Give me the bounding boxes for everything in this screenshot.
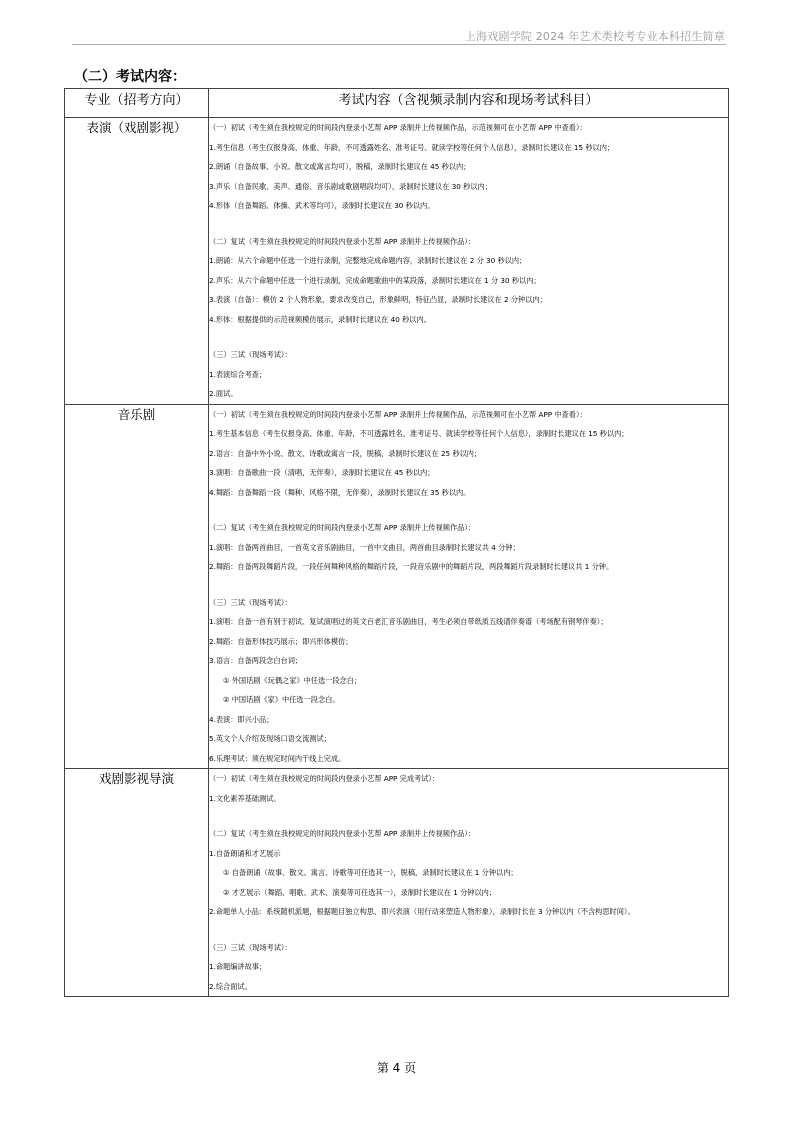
content-line: 1.表演综合考查； — [209, 369, 267, 379]
spacer — [209, 329, 728, 345]
table-row — [65, 769, 729, 997]
content-line: 2.命题单人小品：系统随机派题，根据题目独立构思、即兴表演（用行动来塑造人物形象），录制时长在 3 分钟以内（不含构思时间）。 — [209, 907, 635, 916]
content-line: 4.舞蹈：自备舞蹈一段（舞种、风格不限，无伴奏），录制时长建议在 35 秒以内。 — [209, 487, 471, 497]
content-line: ① 外国话剧《玩偶之家》中任选一段念白； — [223, 675, 362, 685]
content-cell — [209, 404, 729, 769]
content-line: 1.考生信息（考生仅报身高、体重、年龄，不可透露姓名、准考证号、就读学校等任何个人信息），录制时长建议在 15 秒以内； — [209, 142, 615, 152]
content-line: 5.英文个人介绍及现场口语交流测试； — [209, 734, 331, 743]
column-header-major: 专业（招考方向） — [65, 89, 209, 118]
content-line: 2.综合面试。 — [209, 981, 252, 991]
spacer — [209, 216, 728, 232]
content-line: 1.朗诵：从六个命题中任选一个进行录制，完整地完成命题内容，录制时长建议在 2 分 30 秒以内； — [209, 256, 527, 265]
content-line: 1.命题编讲故事； — [209, 962, 267, 971]
content-line: 2.朗诵（自备故事、小说、散文或寓言均可），脱稿，录制时长建议在 45 秒以内； — [209, 162, 471, 171]
spacer — [209, 502, 728, 518]
spacer — [209, 577, 728, 593]
spacer — [209, 922, 728, 938]
page-number: 第 4 页 — [376, 1061, 417, 1075]
content-line: 1.考生基本信息（考生仅报身高、体重、年龄，不可透露姓名、准考证号、就读学校等任何个人信息），录制时长建议在 15 秒以内； — [209, 429, 629, 438]
content-line: （二）复试（考生须在我校规定的时间段内登录小艺帮 APP 录制并上传视频作品）： — [209, 236, 476, 246]
content-line: 2.面试。 — [209, 389, 238, 398]
header-rule — [72, 44, 726, 45]
page-header: 上海戏剧学院 2024 年艺术类校考专业本科招生简章 — [464, 30, 725, 43]
content-line: 3.语言：自备两段念白台词； — [209, 656, 303, 665]
major-cell: 音乐剧 — [65, 404, 209, 769]
content-line: 4.形体：根据提供的示范视频模仿展示，录制时长建议在 40 秒以内。 — [209, 314, 431, 324]
content-cell — [209, 118, 729, 405]
content-line: ② 才艺展示（舞蹈、唱歌、武术、演奏等可任选其一），录制时长建议在 1 分钟以内； — [223, 887, 497, 897]
major-cell: 戏剧影视导演 — [65, 769, 209, 997]
major-cell: 表演（戏剧影视） — [65, 118, 209, 405]
content-line: 1.文化素养基础测试。 — [209, 793, 281, 803]
table-row — [65, 404, 729, 769]
content-line: 3.声乐（自备民歌、美声、通俗、音乐剧或歌剧唱段均可），录制时长建议在 30 秒以内； — [209, 181, 492, 191]
exam-content-table — [64, 88, 729, 997]
content-line: 3.表演（自备）：模仿 2 个人物形象，要求改变自己，形象鲜明，特征凸显，录制时长建议在 2 分钟以内； — [209, 295, 547, 304]
content-cell — [209, 769, 729, 997]
content-line: ② 中国话剧《家》中任选一段念白。 — [223, 695, 340, 704]
content-line: 4.形体（自备舞蹈、体操、武术等均可），录制时长建议在 30 秒以内。 — [209, 201, 435, 210]
content-line: 6.乐理考试：须在规定时间内于线上完成。 — [209, 753, 346, 763]
spacer — [209, 808, 728, 824]
content-line: 1.演唱：自备一首有别于初试、复试演唱过的英文百老汇音乐剧曲目，考生必须自带纸质五线谱伴奏谱（考场配有钢琴伴奏）； — [209, 617, 608, 626]
content-line: （二）复试（考生须在我校规定的时间段内登录小艺帮 APP 录制并上传视频作品）： — [209, 523, 476, 532]
content-line: 2.舞蹈：自备两段舞蹈片段，一段任何舞种风格的舞蹈片段，一段音乐剧中的舞蹈片段，两段舞蹈片段录制时长建议共 1 分钟。 — [209, 562, 614, 571]
content-line: （一）初试（考生须在我校规定的时间段内登录小艺帮 APP 录制并上传视频作品，示范视频可在小艺帮 APP 中查看）： — [209, 409, 587, 419]
content-line: 3.演唱：自备歌曲一段（清唱，无伴奏），录制时长建议在 45 秒以内； — [209, 468, 435, 477]
table-header-row — [65, 89, 729, 118]
content-line: （一）初试（考生须在我校规定的时间段内登录小艺帮 APP 录制并上传视频作品，示范视频可在小艺帮 APP 中查看）： — [209, 123, 587, 132]
content-line: 2.声乐：从六个命题中任选一个进行录制，完成命题歌曲中的某段落，录制时长建议在 1 分 30 秒以内； — [209, 275, 541, 285]
content-line: （二）复试（考生须在我校规定的时间段内登录小艺帮 APP 录制并上传视频作品）： — [209, 829, 476, 838]
content-line: （三）三试（现场考试）： — [209, 597, 292, 607]
table-row — [65, 118, 729, 405]
content-line: 2.舞蹈：自备形体技巧展示；即兴形体模仿； — [209, 636, 353, 646]
content-line: 1.演唱：自备两首曲目，一首英文音乐剧曲目，一首中文曲目，两首曲目录制时长建议共 4 分钟； — [209, 542, 520, 552]
section-title: （二）考试内容： — [74, 69, 186, 85]
content-line: 1.自备朗诵和才艺展示 — [209, 848, 281, 858]
column-header-content: 考试内容（含视频录制内容和现场考试科目） — [209, 89, 729, 118]
content-line: ① 自备朗诵（故事、散文、寓言、诗歌等可任选其一），脱稿，录制时长建议在 1 分钟以内； — [223, 868, 518, 877]
content-line: （一）初试（考生须在我校规定的时间段内登录小艺帮 APP 完成考试）： — [209, 774, 440, 783]
content-line: （三）三试（现场考试）： — [209, 350, 292, 359]
content-line: 2.语言：自备中外小说、散文、诗歌或寓言一段，脱稿，录制时长建议在 25 秒以内； — [209, 448, 482, 458]
content-line: （三）三试（现场考试）： — [209, 942, 292, 952]
content-line: 4.表演：即兴小品； — [209, 714, 274, 724]
